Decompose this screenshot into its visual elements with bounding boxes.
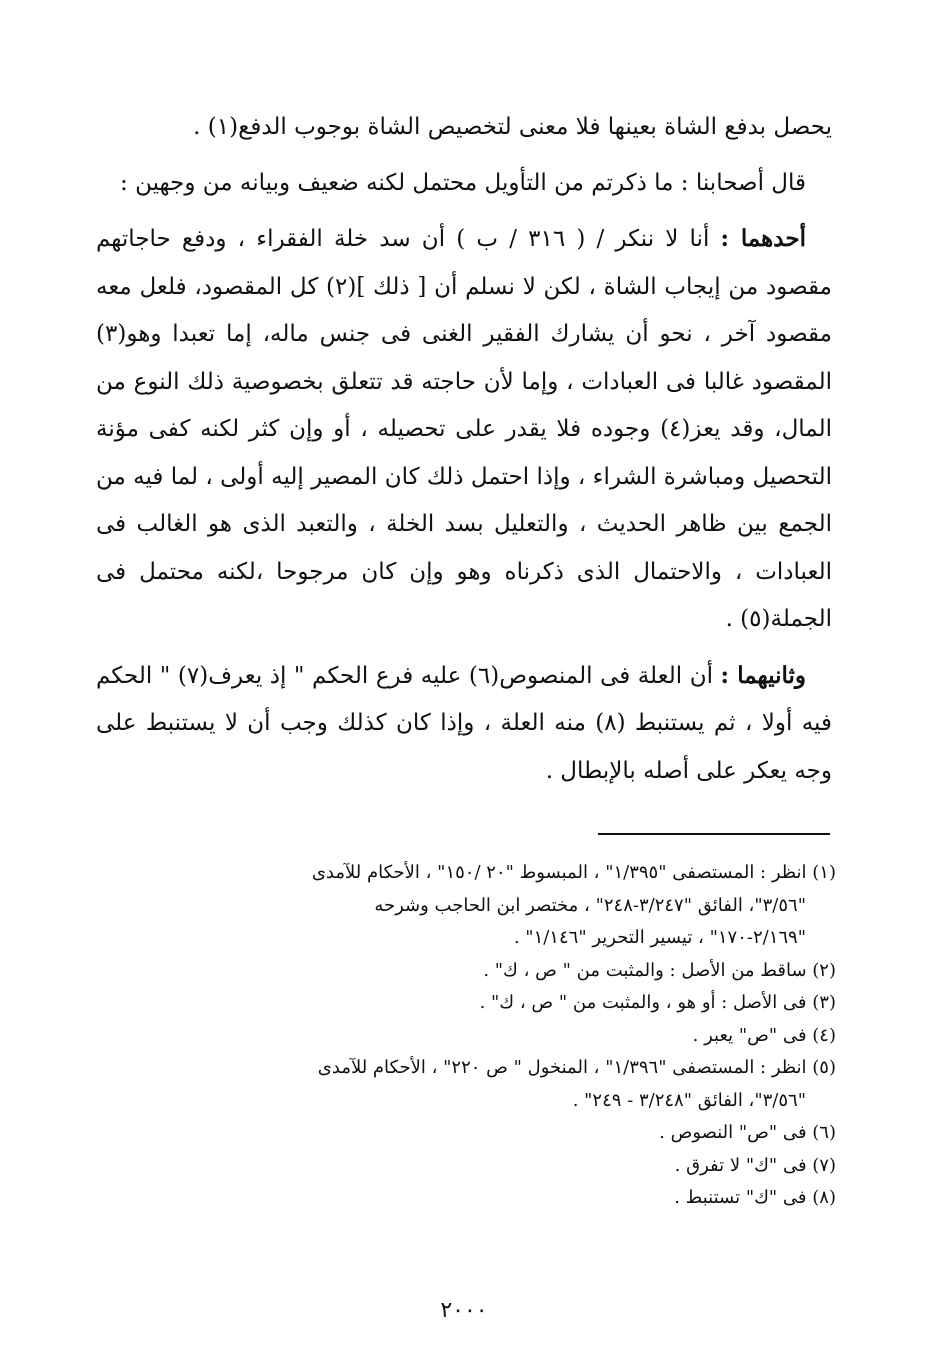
paragraph-3-text: أنا لا ننكر / ( ٣١٦ / ب ) أن سد خلة الفقراء ، ودفع حاجاتهم مقصود من إيجاب الشاة ، لكن لا نسلم أن [ ذلك ](٢) كل المقصود، فلعل معه مقصود آخر ، نحو أن يشارك الفقير الغنى فى جنس ماله، إما تعبدا وهو(٣) المقصود غالبا فى العبادات ، وإما لأن حاجته قد تتعلق بخصوصية ذلك النوع من المال، وقد يعز(٤) وجوده فلا يقدر على تحصيله ، أو وإن كثر لكنه كفى مؤنة التحصيل ومباشرة الشراء ، وإذا احتمل ذلك كان المصير إليه أولى ، لما فيه من الجمع بين ظاهر الحديث ، والتعليل بسد الخلة ، والتعبد الذى هو الغالب فى العبادات ، والاحتمال الذى ذكرناه وهو وإن كان مرجوحا ،لكنه محتمل فى الجملة(٥) . [96,226,832,632]
paragraph-4 [96,652,832,796]
paragraph-4-text: أن العلة فى المنصوص(٦) عليه فرع الحكم " إذ يعرف(٧) " الحكم فيه أولا ، ثم يستنبط (٨) منه العلة ، وإذا كان كذلك وجب أن لا يستنبط على وجه يعكر على أصله بالإبطال . [96,662,832,784]
footnote-separator [598,833,830,835]
footnote-6: (٦) فى "ص" النصوص . [659,1122,836,1143]
paragraph-4-lead: وثانيهما : [720,661,806,689]
footnote-1-line-2: "٣/٥٦"، الفائق "٣/٢٤٧-٢٤٨" ، مختصر ابن الحاجب وشرحه [374,894,806,916]
footnote-8: (٨) فى "ك" تستنبط . [674,1187,836,1208]
footnote-5-line-2: "٣/٥٦"، الفائق "٣/٢٤٨ - ٢٤٩" . [572,1089,806,1111]
footnote-5-line-1: (٥) انظر : المستصفى "١/٣٩٦" ، المنخول " ص ٢٢٠" ، الأحكام للآمدى [317,1057,836,1078]
footnote-3: (٣) فى الأصل : أو هو ، والمثبت من " ص ، ك" . [479,992,836,1013]
paragraph-1: يحصل بدفع الشاة بعينها فلا معنى لتخصيص الشاة بوجوب الدفع(١) . [193,114,832,140]
footnote-4: (٤) فى "ص" يعبر . [692,1024,836,1046]
page-number: ٢٠٠٠ [440,1298,488,1323]
main-text [96,104,832,795]
footnote-1-line-3: "٢/١٦٩-١٧٠" ، تيسير التحرير "١/١٤٦" . [513,927,806,948]
paragraph-3-lead: أحدهما : [720,225,806,252]
footnote-2: (٢) ساقط من الأصل : والمثبت من " ص ، ك" . [483,959,836,981]
paragraph-2: قال أصحابنا : ما ذكرتم من التأويل محتمل لكنه ضعيف وبيانه من وجهين : [120,169,806,196]
paragraph-3 [96,215,832,644]
footnote-1-line-1: (١) انظر : المستصفى "١/٣٩٥" ، المبسوط "٢٠ /١٥٠" ، الأحكام للآمدى [311,862,836,883]
footnote-7: (٧) فى "ك" لا تفرق . [674,1154,836,1176]
footnotes [94,857,836,1215]
